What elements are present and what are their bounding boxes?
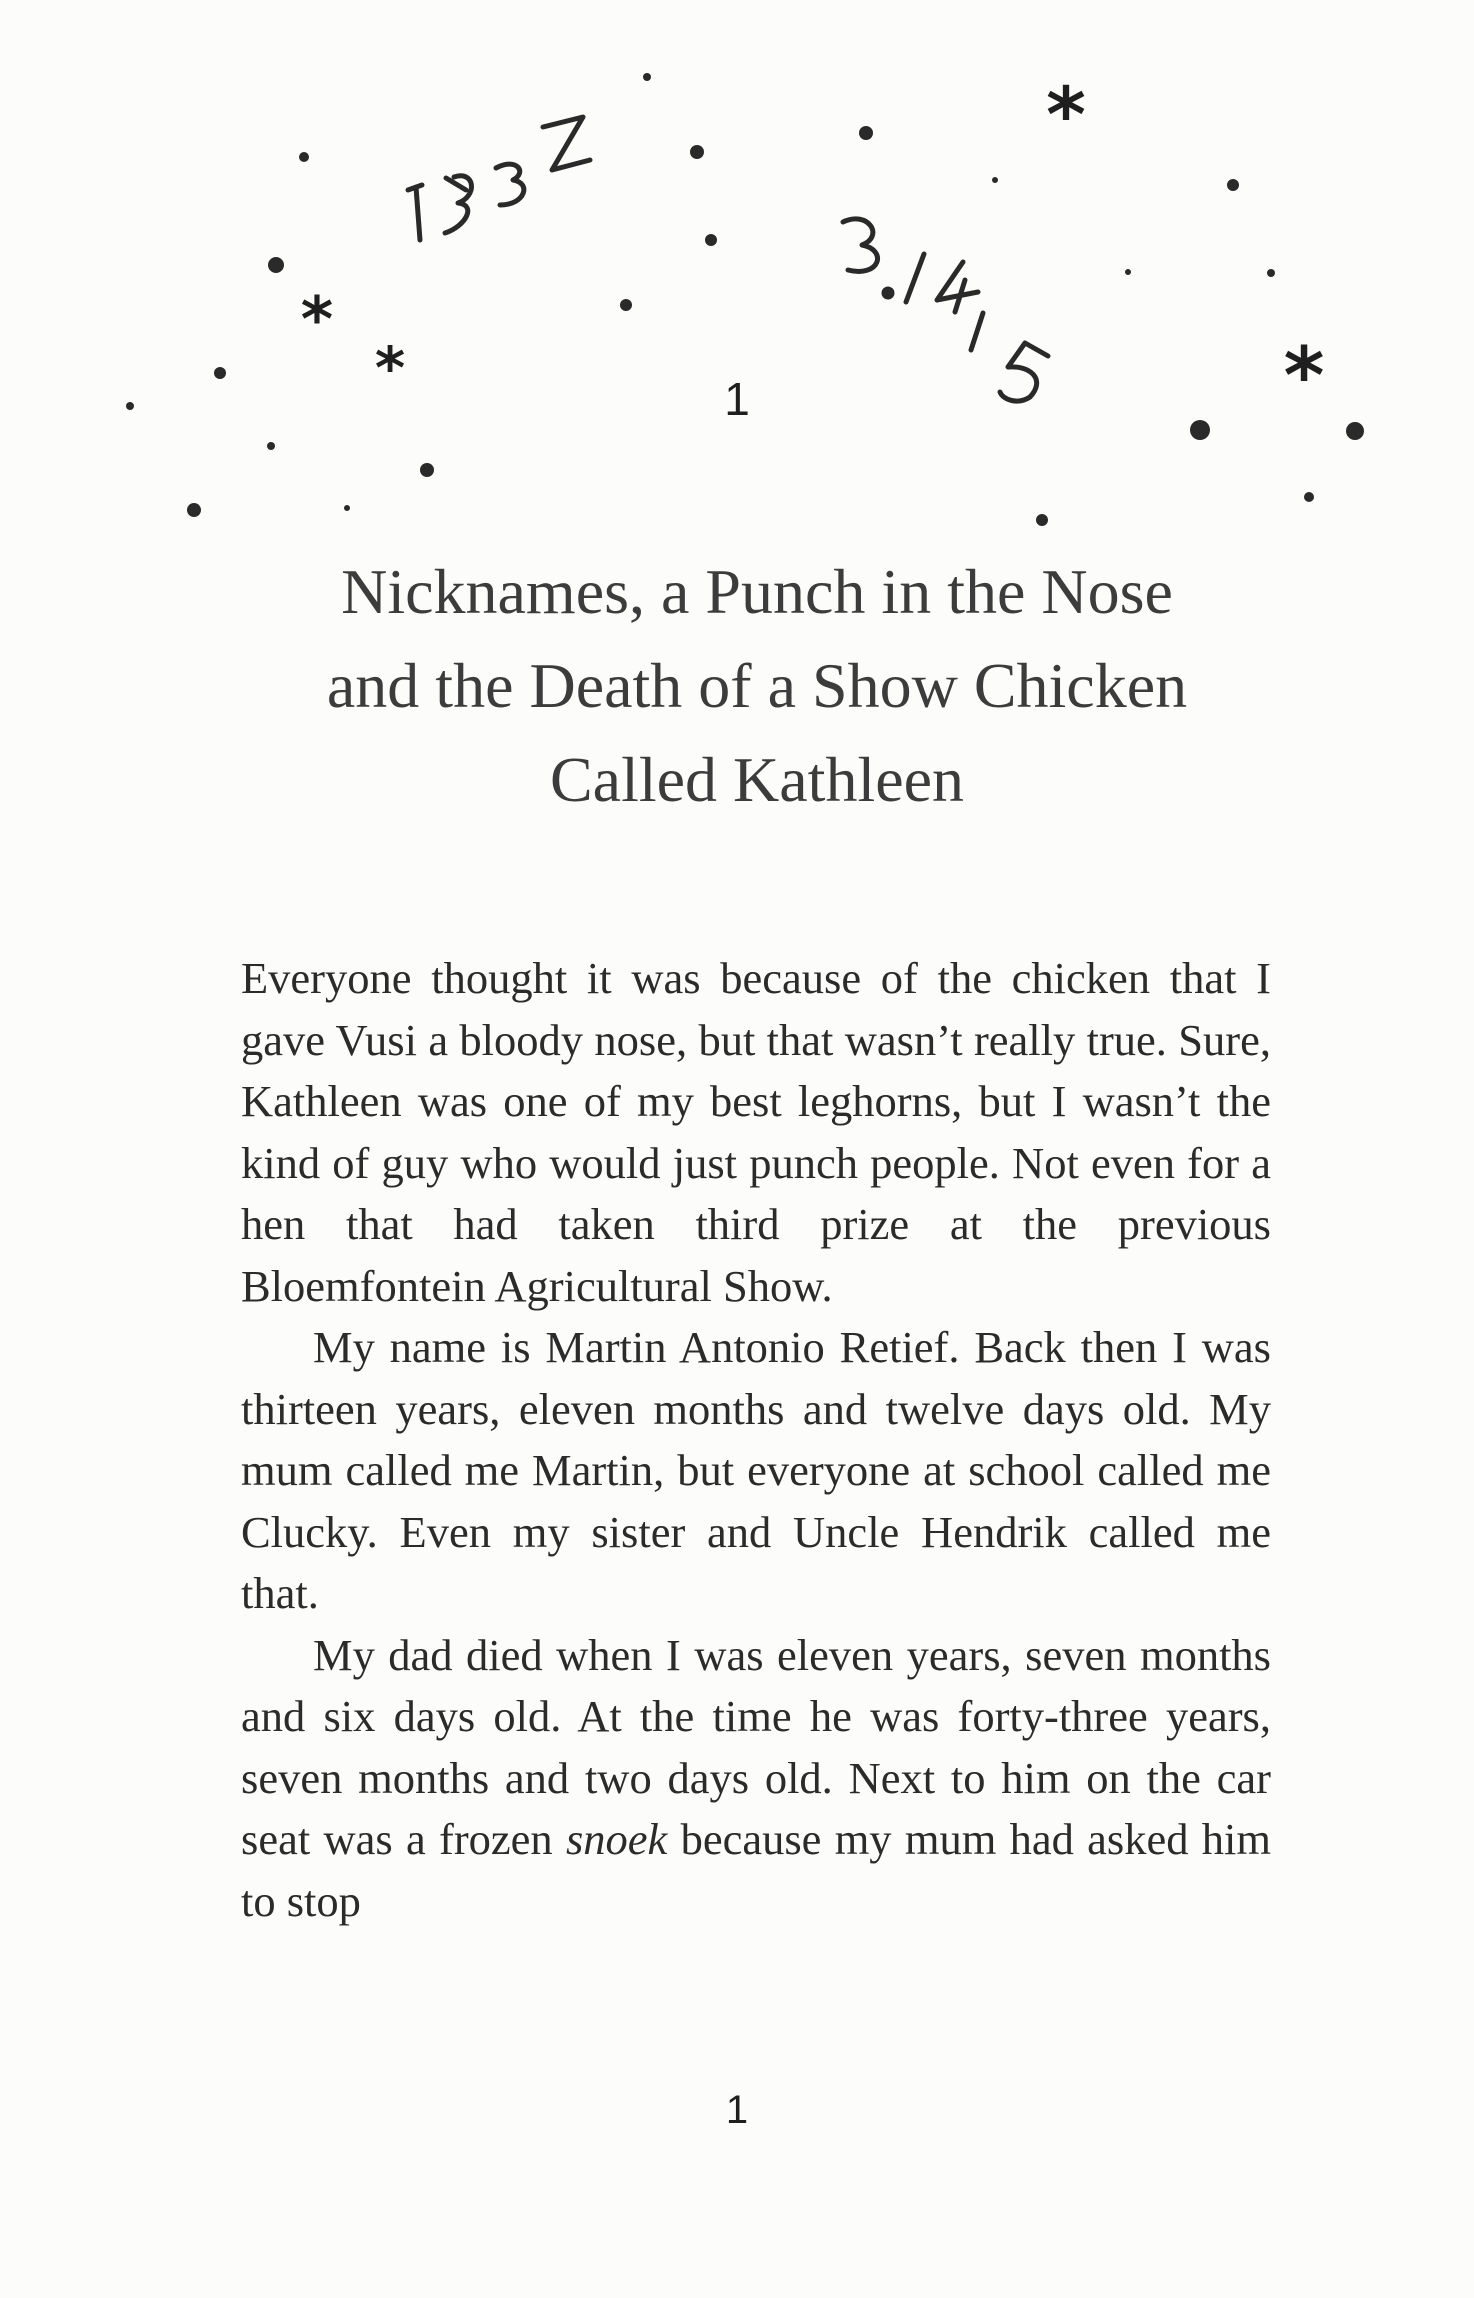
star-dot bbox=[187, 503, 201, 517]
star-dot bbox=[299, 152, 309, 162]
star-dot bbox=[1125, 269, 1131, 275]
chapter-number: 1 bbox=[724, 373, 750, 425]
body-text bbox=[241, 948, 1271, 1932]
paragraph-text: My dad died when I was eleven years, seven months and six days old. At the time he was forty-three years, seven months and two days old. Next to him on the car seat was a frozen bbox=[241, 1629, 1271, 1864]
asterisk-star: * bbox=[374, 334, 406, 402]
handdrawn-number-glyph bbox=[1000, 343, 1048, 401]
star-dot bbox=[344, 505, 350, 511]
paragraph: Everyone thought it was because of the chicken that I gave Vusi a bloody nose, but that wasn’t really true. Sure, Kathleen was one of my best leghorns, but I wasn’t the kind of guy who would just punch people. Not even for a hen that had taken third prize at the previous Bloemfontein Agricultural Show. bbox=[241, 953, 1271, 1311]
chapter-title bbox=[237, 545, 1277, 827]
handdrawn-number-glyph bbox=[843, 219, 878, 272]
star-dot bbox=[1304, 492, 1314, 502]
handdrawn-number-glyph bbox=[445, 176, 471, 233]
asterisk-star: * bbox=[300, 283, 334, 356]
handdrawn-decimal-point bbox=[884, 289, 892, 297]
star-dot bbox=[859, 126, 873, 140]
chapter-title-line: and the Death of a Show Chicken bbox=[326, 650, 1188, 721]
star-dot bbox=[267, 442, 275, 450]
star-dot bbox=[1346, 422, 1364, 440]
star-field-decoration bbox=[0, 0, 1474, 620]
handdrawn-number-glyph bbox=[496, 164, 524, 205]
italic-word: snoek bbox=[565, 1814, 668, 1864]
star-dot bbox=[620, 299, 632, 311]
handdrawn-number-glyph bbox=[971, 313, 983, 350]
star-dot bbox=[214, 367, 226, 379]
chapter-title-line: Nicknames, a Punch in the Nose bbox=[341, 556, 1173, 627]
star-dot bbox=[705, 234, 717, 246]
star-dot bbox=[643, 73, 651, 81]
star-dot bbox=[1227, 179, 1239, 191]
paragraph: My name is Martin Antonio Retief. Back then I was thirteen years, eleven months and twelve days old. My mum called me Martin, but everyone at school called me Clucky. Even my sister and Uncle Hendrik called me that. bbox=[241, 1322, 1271, 1618]
star-dot bbox=[690, 145, 704, 159]
handdrawn-number-glyph bbox=[543, 117, 590, 170]
chapter-title-line: Called Kathleen bbox=[549, 744, 965, 815]
handdrawn-number-glyph bbox=[906, 254, 924, 302]
star-dot bbox=[1267, 269, 1275, 277]
handdrawn-number-glyph bbox=[408, 185, 422, 240]
star-dot bbox=[420, 463, 434, 477]
handdrawn-number-glyph bbox=[937, 262, 978, 312]
star-dot bbox=[1190, 420, 1210, 440]
paragraph-text: because my mum had asked him to stop bbox=[241, 1814, 1271, 1926]
page-number: 1 bbox=[725, 2088, 749, 2132]
star-dot bbox=[126, 402, 134, 410]
asterisk-star: * bbox=[1046, 70, 1086, 159]
star-dot bbox=[1036, 514, 1048, 526]
asterisk-star: * bbox=[1283, 332, 1325, 422]
star-dot bbox=[992, 177, 998, 183]
star-dot bbox=[268, 257, 284, 273]
paragraph bbox=[241, 1625, 1271, 1933]
